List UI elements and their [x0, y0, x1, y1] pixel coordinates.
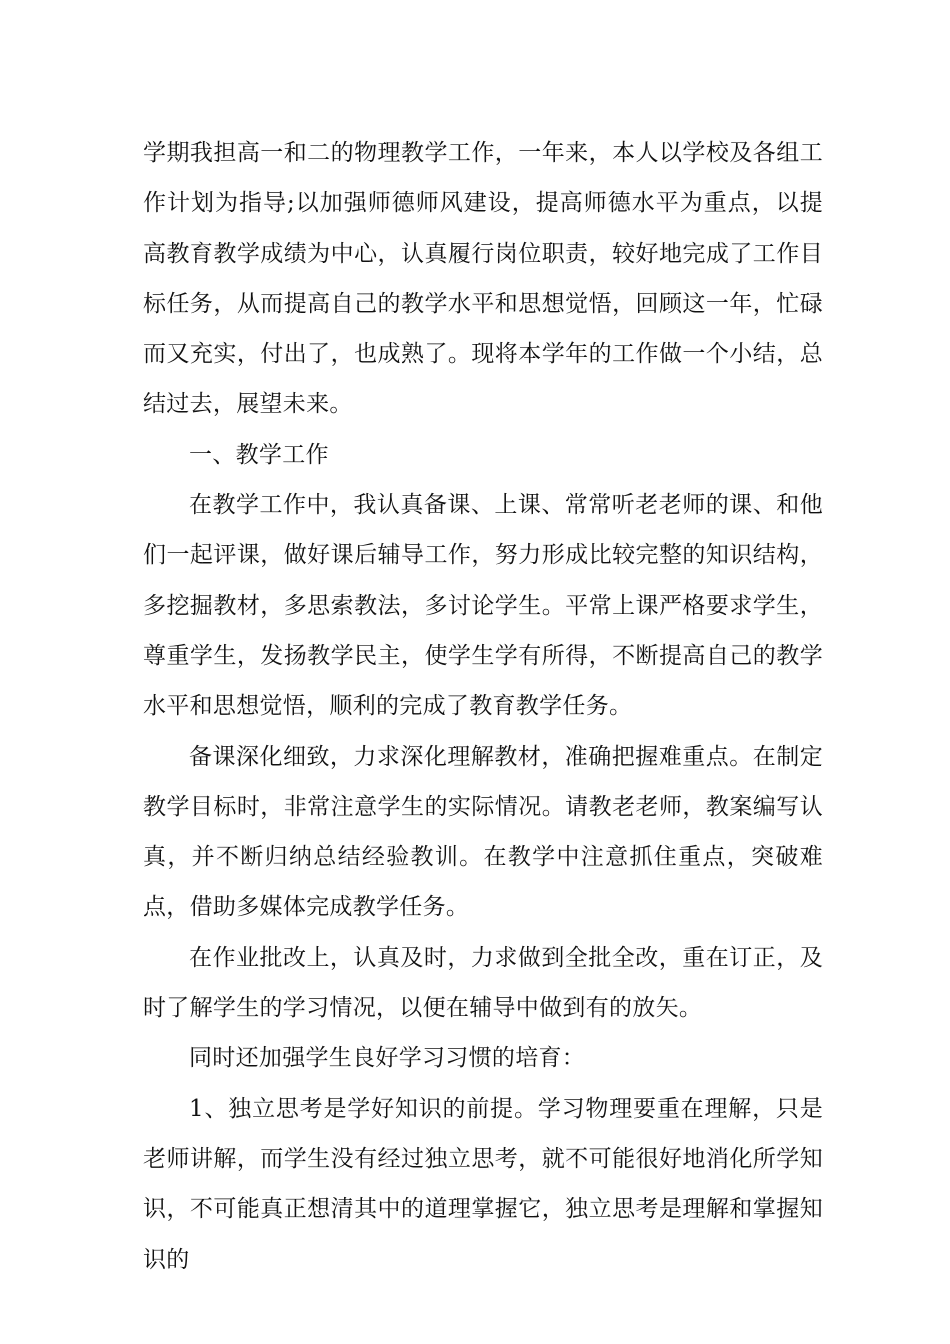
paragraph-intro: 学期我担高一和二的物理教学工作，一年来，本人以学校及各组工作计划为指导;以加强师德师风建设，提高师德水平为重点，以提高教育教学成绩为中心，认真履行岗位职责，较好地完成了工作目标任务，从而提高自己的教学水平和思想觉悟，回顾这一年，忙碌而又充实，付出了，也成熟了。现将本学年的工作做一个小结，总结过去，展望未来。 — [143, 140, 823, 418]
paragraph-lesson-preparation: 备课深化细致，力求深化理解教材，准确把握难重点。在制定教学目标时，非常注意学生的实际情况。请教老老师，教案编写认真，并不断归纳总结经验教训。在教学中注意抓住重点，突破难点，借助多媒体完成教学任务。 — [143, 743, 823, 921]
paragraph-study-habits: 同时还加强学生良好学习习惯的培育： — [189, 1045, 586, 1072]
document-body — [143, 128, 823, 1285]
paragraph-independent-thinking: 1、独立思考是学好知识的前提。学习物理要重在理解，只是老师讲解，而学生没有经过独立思考，就不可能很好地消化所学知识，不可能真正想清其中的道理掌握它，独立思考是理解和掌握知识的 — [143, 1095, 823, 1273]
paragraph-homework-correction: 在作业批改上，认真及时，力求做到全批全改，重在订正，及时了解学生的学习情况，以便在辅导中做到有的放矢。 — [143, 944, 823, 1022]
paragraph-teaching-work: 在教学工作中，我认真备课、上课、常常听老老师的课、和他们一起评课，做好课后辅导工作，努力形成比较完整的知识结构，多挖掘教材，多思索教法，多讨论学生。平常上课严格要求学生，尊重学生，发扬教学民主，使学生学有所得，不断提高自己的教学水平和思想觉悟，顺利的完成了教育教学任务。 — [143, 492, 823, 720]
section-heading-teaching-work: 一、教学工作 — [189, 441, 329, 468]
